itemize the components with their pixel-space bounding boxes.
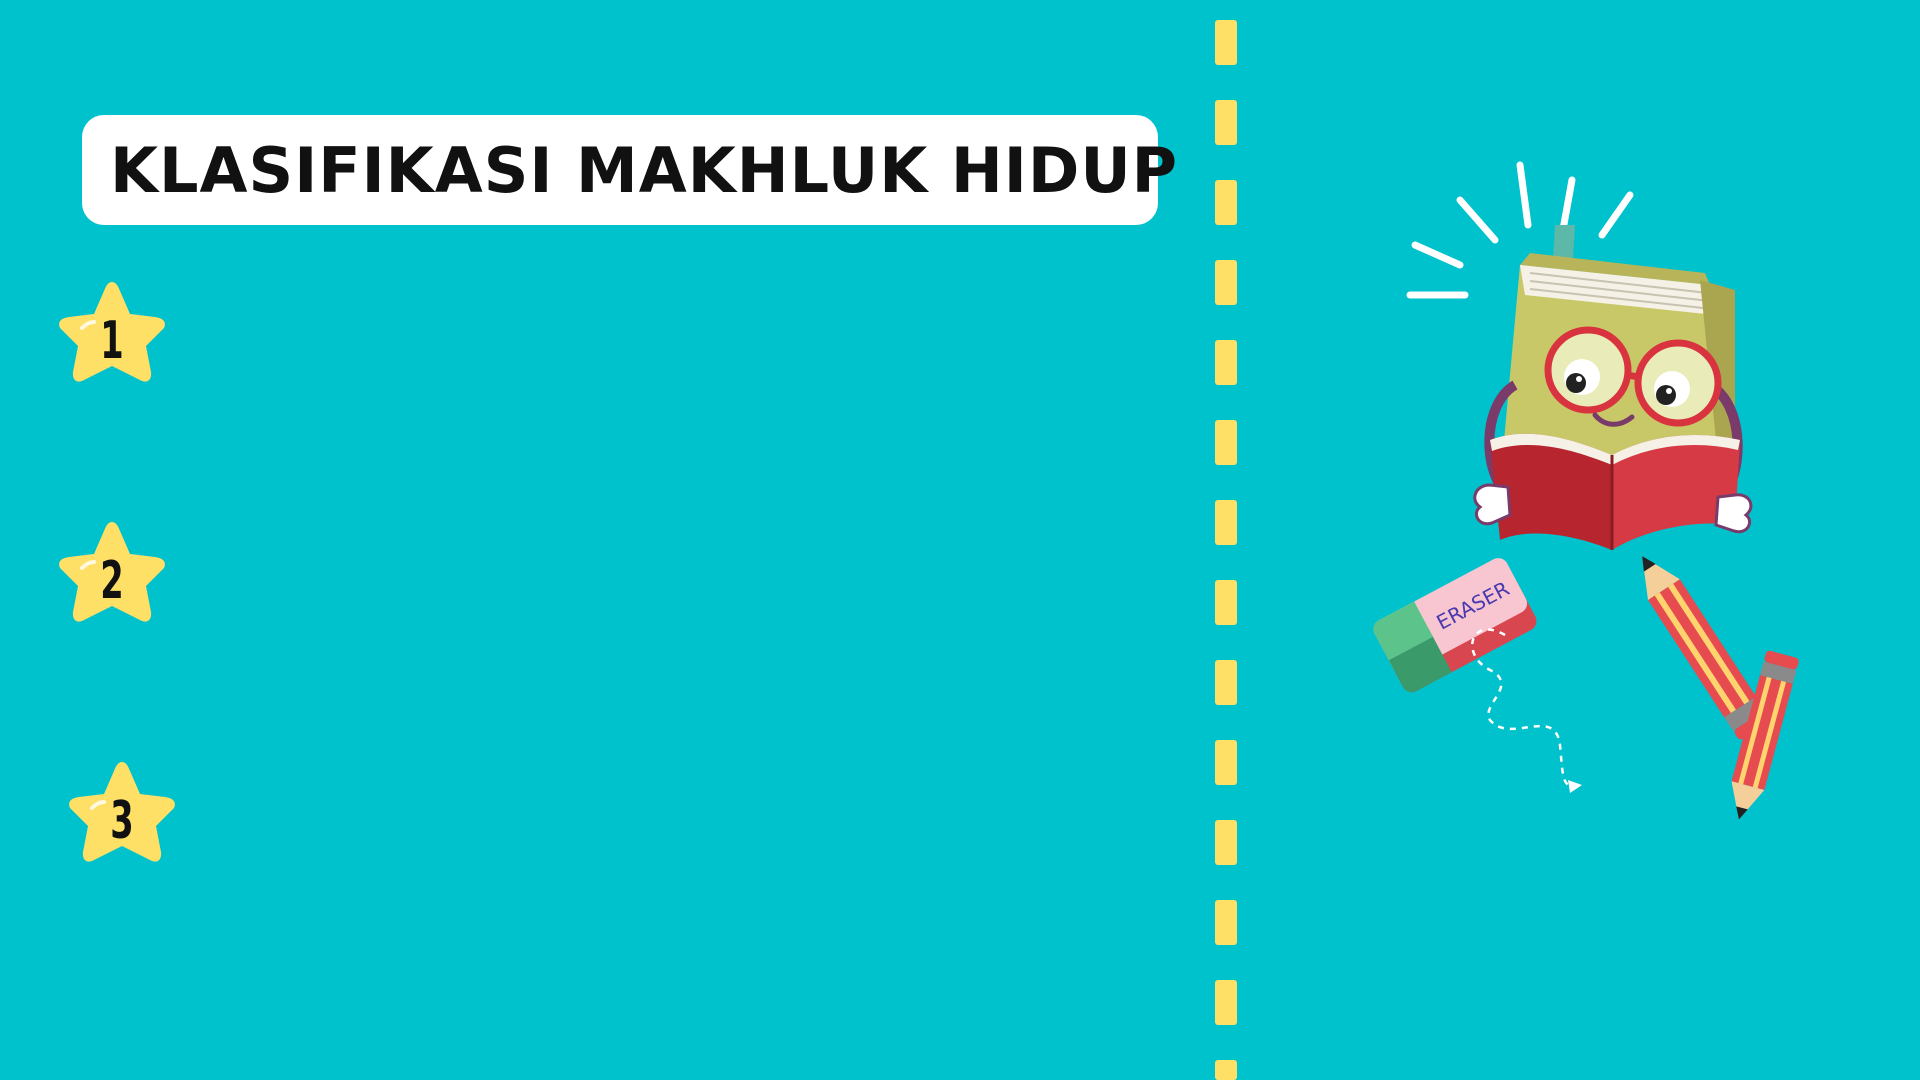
star-marker-3 — [62, 758, 182, 874]
title-box — [82, 115, 1179, 225]
dashed-divider — [1215, 20, 1239, 1080]
eraser-label: ERASER — [1432, 576, 1514, 635]
list-marker-2: 2 — [100, 551, 124, 611]
eraser-icon — [1370, 555, 1540, 696]
list-marker-3: 3 — [110, 791, 134, 851]
page-title: KLASIFIKASI MAKHLUK HIDUP — [110, 133, 1179, 207]
book-character-reading-illustration — [1350, 155, 1870, 845]
star-marker-1 — [52, 278, 172, 394]
pencil-icon — [1626, 546, 1771, 741]
list-marker-1: 1 — [100, 311, 124, 371]
star-marker-2 — [52, 518, 172, 634]
